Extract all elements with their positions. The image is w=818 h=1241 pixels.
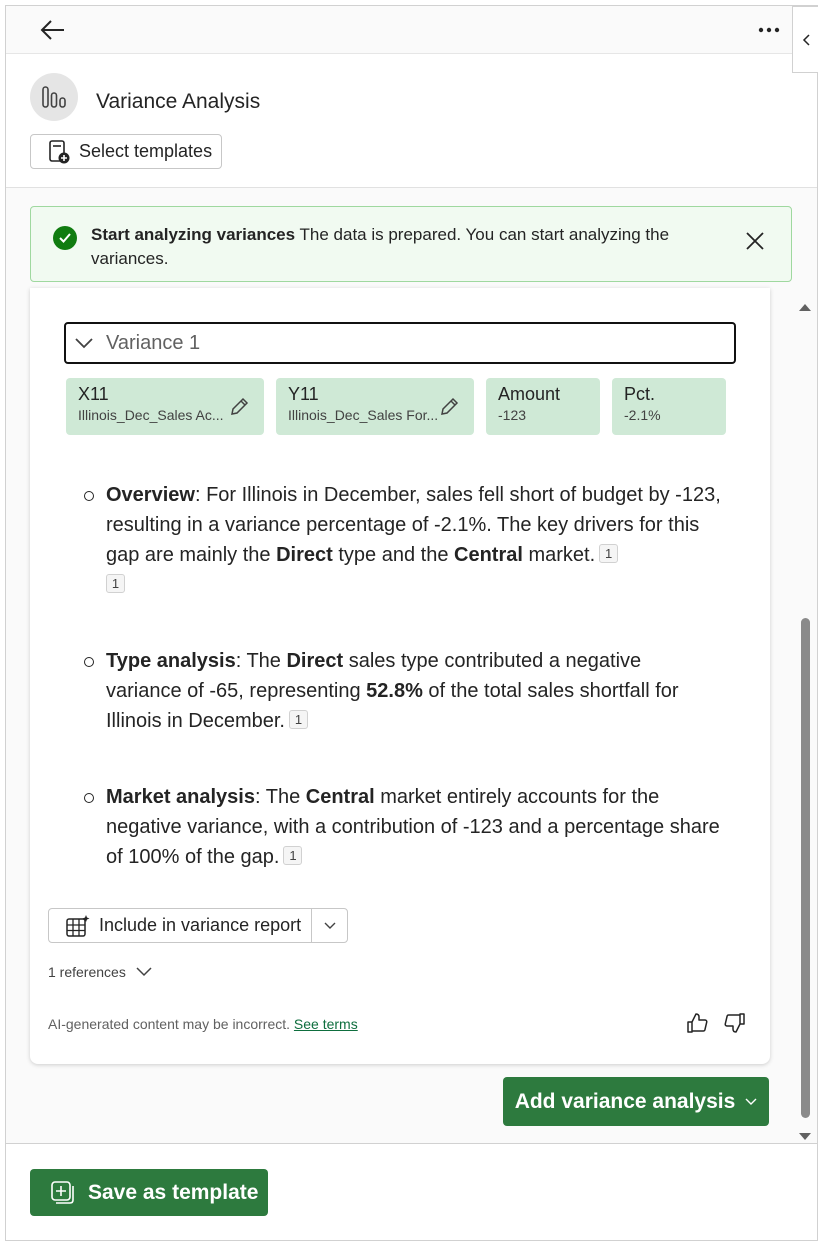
overview-bold: Central [454, 544, 523, 566]
include-dropdown-button[interactable] [312, 909, 347, 942]
type-bold: Direct [286, 650, 344, 672]
template-add-icon [47, 139, 71, 165]
scroll-up-arrow-icon[interactable] [798, 300, 812, 314]
collapse-pane-button[interactable] [792, 6, 818, 73]
thumbs-down-icon[interactable] [724, 1012, 746, 1034]
banner-close-button[interactable] [743, 229, 767, 253]
chip-subtitle: -2.1% [624, 407, 661, 423]
save-as-template-label: Save as template [88, 1180, 259, 1204]
success-banner [30, 206, 792, 282]
chip-subtitle: Illinois_Dec_Sales Ac... [78, 407, 224, 423]
more-horizontal-icon [758, 27, 780, 33]
chip-percent [612, 378, 726, 435]
include-in-report-button[interactable] [49, 909, 312, 942]
overview-bold: Direct [276, 544, 333, 566]
citation-badge[interactable]: 1 [283, 846, 302, 865]
analysis-avatar [30, 73, 78, 121]
close-icon [745, 231, 765, 251]
scroll-down-arrow-icon[interactable] [798, 1130, 812, 1144]
chip-subtitle: Illinois_Dec_Sales For... [288, 407, 439, 423]
checkmark-circle-icon [53, 226, 77, 250]
pencil-icon[interactable] [438, 396, 460, 418]
ai-disclaimer [48, 1016, 358, 1032]
market-analysis-item [82, 782, 722, 872]
analysis-list [82, 480, 722, 872]
citation-badge[interactable]: 1 [106, 574, 125, 593]
thumbs-up-icon[interactable] [686, 1012, 708, 1034]
more-options-button[interactable] [752, 18, 786, 42]
overview-text: type and the [332, 544, 455, 566]
page-title: Variance Analysis [96, 90, 261, 113]
market-bold: Central [305, 786, 375, 808]
back-button[interactable] [36, 16, 70, 44]
overview-text: market. [522, 544, 596, 566]
citation-badge[interactable]: 1 [289, 710, 308, 729]
pencil-icon[interactable] [228, 396, 250, 418]
type-text: of the total sales shortfall for Illinois in December. [106, 680, 679, 732]
chip-y-cell[interactable] [276, 378, 474, 435]
footer [6, 1143, 817, 1241]
type-label: Type analysis [106, 650, 236, 672]
banner-heading: Start analyzing variances [91, 225, 296, 244]
scrollbar-thumb[interactable] [801, 618, 810, 1118]
overview-text: : For Illinois in December, sales fell short of budget by -123, resulting in a variance percentage of -2.1%. The key drivers for this gap are mainly the [106, 484, 721, 566]
chevron-down-icon [136, 967, 152, 977]
type-text: : The [235, 650, 287, 672]
type-analysis-item [82, 646, 722, 736]
include-in-report-split-button [48, 908, 348, 943]
variance-accordion-header[interactable] [64, 322, 736, 364]
references-toggle[interactable] [48, 964, 152, 980]
chip-title: Y11 [288, 384, 319, 404]
header [6, 54, 817, 188]
chevron-down-icon [745, 1098, 757, 1106]
select-templates-label: Select templates [79, 141, 213, 161]
chip-title: X11 [78, 384, 109, 404]
market-text: market entirely accounts for the negative variance, with a contribution of -123 and a percentage share of 100% of the gap. [106, 786, 720, 868]
chip-title: Pct. [624, 384, 656, 404]
overview-label: Overview [106, 484, 195, 506]
select-templates-button[interactable] [30, 134, 222, 169]
type-bold: 52.8% [366, 680, 423, 702]
overview-item [82, 480, 722, 600]
chevron-down-icon [324, 922, 336, 930]
chevron-left-icon [802, 34, 810, 46]
add-variance-label: Add variance analysis [514, 1089, 736, 1113]
type-text: sales type contributed a negative variance of -65, representing [106, 650, 642, 702]
variance-card [30, 288, 770, 1064]
banner-body: The data is prepared. You can start analyzing the variances. [91, 225, 670, 268]
chip-x-cell[interactable] [66, 378, 264, 435]
variance-title: Variance 1 [106, 331, 201, 354]
save-as-template-button[interactable] [30, 1169, 268, 1216]
chip-amount [486, 378, 600, 435]
banner-message [91, 223, 721, 271]
chip-title: Amount [498, 384, 561, 404]
back-arrow-icon [40, 19, 66, 41]
top-bar [6, 6, 817, 54]
template-save-icon [50, 1180, 76, 1206]
market-label: Market analysis [106, 786, 255, 808]
disclaimer-text: AI-generated content may be incorrect. [48, 1016, 291, 1032]
chip-subtitle: -123 [498, 407, 527, 423]
variance-pane [5, 5, 818, 1241]
include-in-report-label: Include in variance report [99, 915, 302, 935]
citation-badge[interactable]: 1 [599, 544, 618, 563]
feedback-buttons [686, 1012, 746, 1034]
market-text: : The [254, 786, 306, 808]
see-terms-link[interactable]: See terms [293, 1016, 358, 1032]
add-variance-analysis-button[interactable] [503, 1077, 769, 1126]
bar-chart-icon [41, 85, 67, 109]
table-sparkle-icon [65, 914, 91, 938]
chevron-down-icon [74, 337, 94, 349]
references-label: 1 references [48, 964, 126, 980]
